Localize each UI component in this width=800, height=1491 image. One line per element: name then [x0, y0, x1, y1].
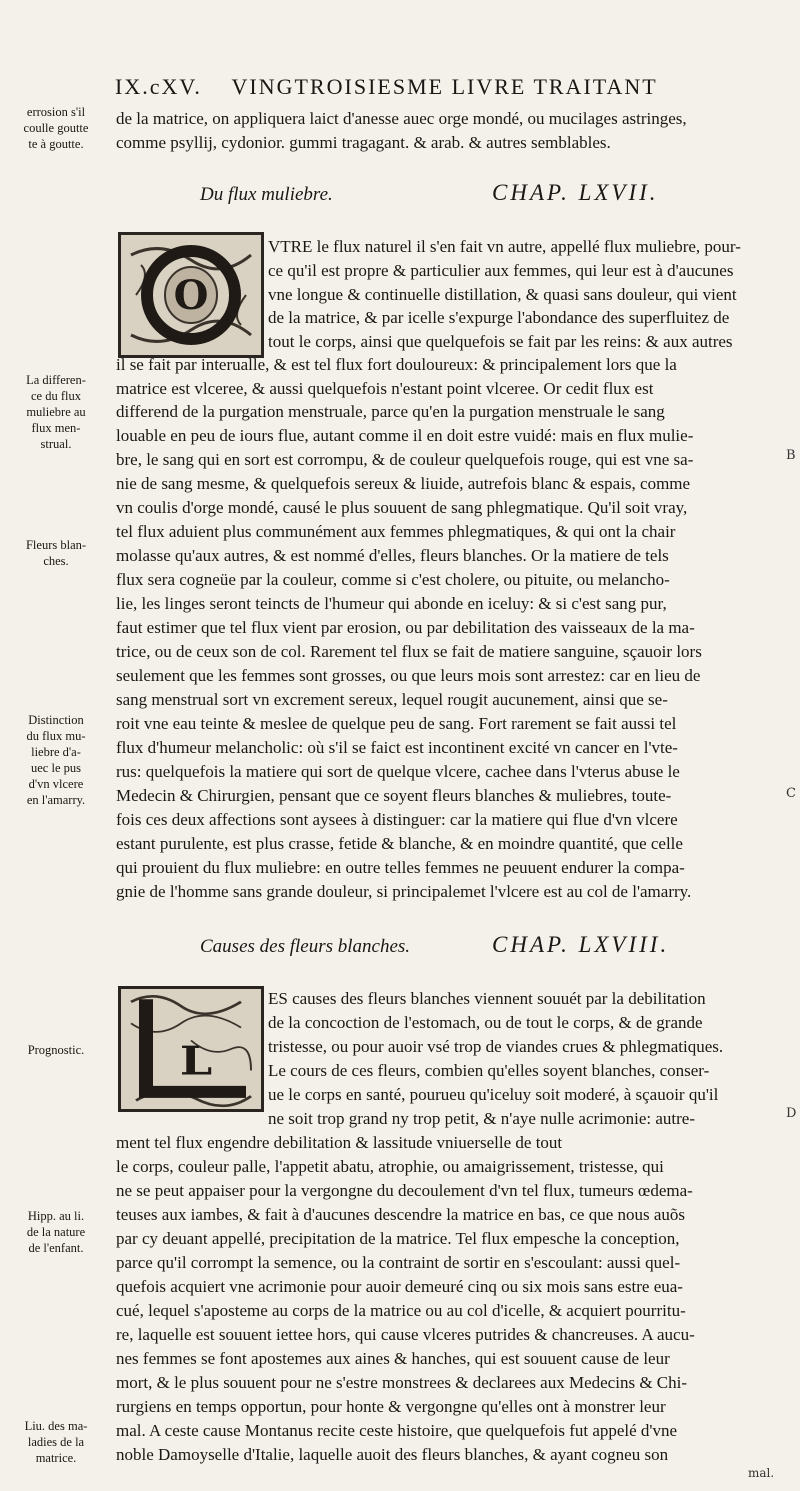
- text-line: de la matrice, & par icelle s'expurge l'abondance des superfluitez de: [268, 308, 730, 327]
- text-line: noble Damoyselle d'Italie, laquelle auoit des fleurs blanches, & ayant cogneu son: [116, 1445, 669, 1464]
- signature-mark-b: B: [786, 448, 796, 463]
- text-line: VTRE le flux naturel il s'en fait vn autre, appellé flux muliebre, pour-: [268, 237, 741, 256]
- running-title: VINGTROISIESME LIVRE TRAITANT: [231, 74, 658, 99]
- text-line: tristesse, ou pour auoir vsé trop de viandes crues & phlegmatiques.: [268, 1037, 724, 1056]
- text-line: differend de la purgation menstruale, parce qu'en la purgation menstruale le sang: [116, 402, 665, 421]
- text-line: Medecin & Chirurgien, pensant que ce soyent fleurs blanches & muliebres, toute-: [116, 786, 672, 805]
- text-line: molasse qu'aux autres, & est nommé d'elles, fleurs blanches. Or la matiere de tels: [116, 546, 669, 565]
- text-line: comme psyllij, cydonior. gummi tragagant. & arab. & autres semblables.: [116, 133, 611, 152]
- text-line: fois ces deux affections sont aysees à distinguer: car la matiere qui flue d'vn vlcere: [116, 810, 678, 829]
- margin-note-difference: La differen- ce du flux muliebre au flux men- strual.: [26, 373, 86, 451]
- margin-note-prognostic: Prognostic.: [27, 1043, 85, 1057]
- running-header: [115, 74, 735, 100]
- text-line: qui prouient du flux muliebre: en outre telles femmes ne peuuent endurer la compa-: [116, 858, 685, 877]
- ornament-l-icon: [121, 989, 261, 1109]
- text-line: de la concoction de l'estomach, ou de tout le corps, & de grande: [268, 1013, 703, 1032]
- text-line: cué, lequel s'aposteme au corps de la matrice ou au col d'icelle, & acquiert pourritu-: [116, 1301, 686, 1320]
- chapter-68-title: Causes des fleurs blanches.: [200, 936, 411, 957]
- text-line: seulement que les femmes sont grosses, ou que leurs mois sont arrestez: car en lieu de: [116, 666, 701, 685]
- folio-number: IX.cXV.: [115, 74, 202, 99]
- margin-note-fleurs-blanches: Fleurs blan- ches.: [25, 538, 87, 568]
- text-line: nes femmes se font apostemes aux aines & hanches, qui est souuent cause de leur: [116, 1349, 670, 1368]
- text-line: ue le corps en santé, pourueu qu'iceluy soit moderé, à sçauoir qu'il: [268, 1085, 719, 1104]
- text-line: estant purulente, est plus crasse, fetide & blanche, & en moindre quantité, que celle: [116, 834, 683, 853]
- ornamental-initial-l: [118, 986, 264, 1112]
- text-line: sang menstrual sort vn excrement sereux, lequel rougit aucunement, ainsi que se-: [116, 690, 668, 709]
- text-line: flux sera cogneüe par la couleur, comme si c'est cholere, ou pituite, ou melancho-: [116, 570, 670, 589]
- text-line: flux d'humeur melancholic: où s'il se faict est incontinent excité vn cancer en l'vte-: [116, 738, 678, 757]
- chapter-67-title: Du flux muliebre.: [200, 184, 333, 205]
- text-line: rus: quelquefois la matiere qui sort de quelque vlcere, cachee dans l'vterus abuse le: [116, 762, 680, 781]
- ornament-o-icon: [121, 235, 261, 355]
- margin-note-distinction: Distinction du flux mu- liebre d'a- uec le pus d'vn vlcere en l'amarry.: [26, 713, 86, 807]
- text-line: il se fait par interualle, & est tel flux fort douloureux: & principalement lors que la: [116, 355, 677, 374]
- text-line: par cy deuant appellé, precipitation de la matrice. Tel flux empesche la conception,: [116, 1229, 680, 1248]
- margin-note-liure-maladies: Liu. des ma- ladies de la matrice.: [24, 1419, 88, 1465]
- text-line: ment tel flux engendre debilitation & lassitude vniuerselle de tout: [116, 1133, 563, 1152]
- text-line: teuses aux iambes, & fait à d'aucunes descendre la matrice en bas, ce que nous auõs: [116, 1205, 686, 1224]
- text-line: ES causes des fleurs blanches viennent souuét par la debilitation: [268, 989, 706, 1008]
- text-line: mal. A ceste cause Montanus recite ceste histoire, que quelquefois fut appelé d'vne: [116, 1421, 678, 1440]
- text-line: faut estimer que tel flux vient par erosion, ou par debilitation des vaisseaux de la ma-: [116, 618, 695, 637]
- catchword: mal.: [748, 1466, 775, 1480]
- text-line: louable en peu de iours flue, autant comme il en doit estre vuidé: mais en flux mulie-: [116, 426, 694, 445]
- margin-note-hippocrates: Hipp. au li. de la nature de l'enfant.: [26, 1209, 86, 1255]
- text-line: nie de sang mesme, & quelquefois sereux & liuide, autrefois blanc & espais, comme: [116, 474, 691, 493]
- text-line: trice, ou de ceux son de col. Rarement tel flux se fait de matiere sanguine, sçauoir lors: [116, 642, 702, 661]
- text-line: ce qu'il est propre & particulier aux femmes, qui leur est à d'aucunes: [268, 261, 734, 280]
- chapter-68-number: CHAP. LXVIII.: [492, 932, 670, 957]
- ornamental-initial-o: [118, 232, 264, 358]
- text-line: de la matrice, on appliquera laict d'anesse auec orge mondé, ou mucilages astringes,: [116, 109, 687, 128]
- text-line: mort, & le plus souuent pour ne s'estre monstrees & declarees aux Medecins & Chi-: [116, 1373, 688, 1392]
- text-line: Le cours de ces fleurs, combien qu'elles soyent blanches, conser-: [268, 1061, 710, 1080]
- text-line: gnie de l'homme sans grande douleur, si principalemet l'vlcere est au col de l'amarry.: [116, 882, 692, 901]
- text-line: matrice est vlceree, & aussi quelquefois n'estant point vlceree. Or cedit flux est: [116, 379, 654, 398]
- text-line: tel flux aduient plus communément aux femmes phlegmatiques, & qui ont la chair: [116, 522, 676, 541]
- svg-text:O: O: [173, 272, 209, 319]
- signature-mark-d: D: [786, 1106, 797, 1121]
- text-line: parce qu'il corrompt la semence, ou la contraint de sortir en s'escoulant: aussi quel-: [116, 1253, 681, 1272]
- text-line: vn coulis d'orge mondé, causé le plus souuent de sang phlegmatique. Qu'il soit vray,: [116, 498, 688, 517]
- text-line: quefois acquiert vne acrimonie pour auoir demeuré cinq ou six mois sans estre eua-: [116, 1277, 683, 1296]
- svg-text:L: L: [179, 1038, 213, 1085]
- signature-mark-c: C: [786, 786, 796, 801]
- text-line: rurgiens en temps opportun, pour honte & vergongne qu'elles ont à monstrer leur: [116, 1397, 666, 1416]
- text-line: lie, les linges seront teincts de l'humeur qui abonde en iceluy: & si c'est sang pur,: [116, 594, 667, 613]
- text-line: ne se peut appaiser pour la vergongne du decoulement d'vn tel flux, tumeurs œdema-: [116, 1181, 693, 1200]
- text-line: bre, le sang qui en sort est corrompu, & de couleur quelquefois rouge, qui est vne sa-: [116, 450, 694, 469]
- text-line: tout le corps, ainsi que quelquefois se fait par les reins: & aux autres: [268, 332, 733, 351]
- text-line: vne longue & continuelle distillation, & quasi sans douleur, qui vient: [268, 285, 737, 304]
- margin-note-errosion: errosion s'il coulle goutte te à goutte.: [23, 105, 89, 151]
- text-line: re, laquelle est souuent iettee hors, qui cause vlceres putrides & chancreuses. A aucu-: [116, 1325, 695, 1344]
- text-line: roit vne eau teinte & meslee de quelque peu de sang. Fort rarement se fait aussi tel: [116, 714, 677, 733]
- chapter-67-number: CHAP. LXVII.: [492, 180, 659, 205]
- text-line: le corps, couleur palle, l'appetit abatu, atrophie, ou amaigrissement, tristesse, qui: [116, 1157, 664, 1176]
- text-line: ne soit trop grand ny trop petit, & n'aye nulle acrimonie: autre-: [268, 1109, 695, 1128]
